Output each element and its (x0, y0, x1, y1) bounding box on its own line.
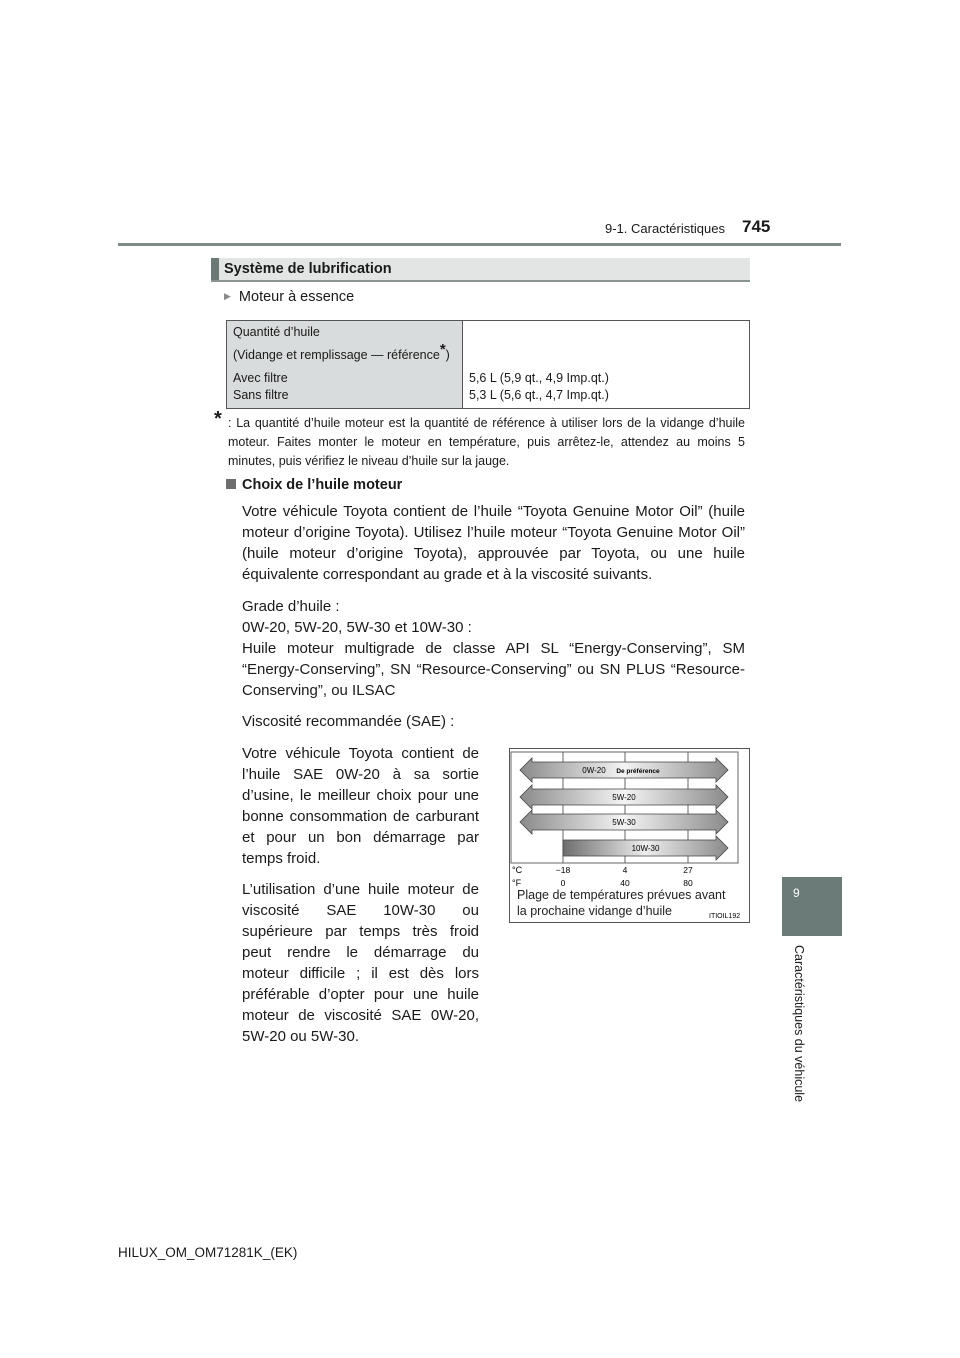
row-value-without-filter: 5,3 L (5,6 qt., 4,7 Imp.qt.) (469, 388, 609, 403)
oil-choice-heading-text: Choix de l’huile moteur (242, 477, 403, 493)
triangle-bullet-icon: ▶ (224, 291, 231, 301)
label-text: (Vidange et remplissage — référence (233, 348, 440, 363)
chapter-tab (782, 877, 842, 936)
square-bullet-icon (226, 479, 236, 489)
label-close: ) (445, 348, 450, 363)
viscosity-paragraph-2: L’utilisation d’une huile moteur de viscosité SAE 10W-30 ou supérieure par temps très froid peut rendre le démarrage du moteur difficile ; il est dès lors préférable d’opter pour une huile moteur de viscosité SAE 0W-20, 5W-20 ou 5W-30. (242, 881, 479, 1045)
viscosity-bar-label: 10W-30 (631, 844, 660, 853)
footer-code: HILUX_OM_OM71281K_(EK) (118, 1245, 298, 1260)
grade-block (242, 617, 745, 701)
table-value-cell (463, 321, 750, 409)
viscosity-bar-label: 5W-30 (612, 818, 636, 827)
oil-choice-paragraph: Votre véhicule Toyota contient de l’huile “Toyota Genuine Motor Oil” (huile moteur d’origine Toyota). Utilisez l’huile moteur “Toyota Genuine Motor Oil” (huile moteur d’origine Toyota), approuvée par Toyota, ou une huile équivalente correspondant au grade et à la viscosité suivants. (242, 503, 745, 583)
row-label-without-filter: Sans filtre (233, 388, 289, 403)
viscosity-bar-label: 0W-20 (582, 766, 606, 775)
subheading (224, 289, 354, 305)
section-title-bar (211, 258, 219, 280)
viscosity-temperature-diagram (509, 748, 750, 923)
celsius-unit: °C (512, 865, 523, 875)
oil-choice-heading (226, 477, 402, 493)
caption-line-1: Plage de températures prévues avant (517, 888, 726, 902)
footnote-star: * (439, 341, 446, 358)
chapter-label-text: Caractéristiques du véhicule (792, 945, 806, 1103)
viscosity-bar-label: 5W-20 (612, 793, 636, 802)
fahrenheit-unit: °F (512, 878, 522, 888)
row-label-with-filter: Avec filtre (233, 371, 288, 386)
footnote (214, 408, 745, 471)
table-label-line1: Quantité d’huile (233, 325, 320, 339)
fahrenheit-tick: 40 (620, 878, 630, 888)
table-row (227, 321, 750, 409)
table-label-cell (227, 321, 463, 409)
chapter-label (788, 945, 808, 1115)
section-title-text: Système de lubrification (224, 261, 392, 277)
viscosity-column (242, 743, 479, 1057)
header-section: 9-1. Caractéristiques (605, 221, 725, 236)
caption-line-2: la prochaine vidange d’huile (517, 904, 672, 918)
celsius-tick: 27 (683, 865, 693, 875)
diagram-svg (509, 748, 750, 923)
viscosity-label: Viscosité recommandée (SAE) : (242, 713, 455, 730)
table-label-line2 (233, 341, 456, 364)
section-title (211, 258, 750, 282)
row-value-with-filter: 5,6 L (5,9 qt., 4,9 Imp.qt.) (469, 371, 609, 386)
celsius-tick: −18 (555, 865, 571, 875)
header-rule (118, 243, 841, 246)
chapter-number: 9 (793, 886, 800, 900)
footnote-text: : La quantité d’huile moteur est la quantité de référence à utiliser lors de la vidange d’huile moteur. Faites monter le moteur en température, puis arrêtez-le, attendez au moins 5 minutes, puis vérifiez le niveau d’huile sur la jauge. (228, 416, 745, 468)
celsius-tick: 4 (622, 865, 628, 875)
subheading-text: Moteur à essence (238, 289, 355, 305)
fahrenheit-tick: 80 (683, 878, 693, 888)
grade-label: Grade d’huile : (242, 598, 340, 615)
footnote-star: * (214, 408, 222, 430)
grade-description: Huile moteur multigrade de classe API SL “Energy-Conserving”, SM “Energy-Conserving”, SN “Resource-Conserving” ou SN PLUS “Resource-Conserving”, ou ILSAC (242, 640, 745, 699)
viscosity-paragraph-1: Votre véhicule Toyota contient de l’huile SAE 0W-20 à sa sortie d’usine, le meilleur choix pour une bonne consommation de carburant et pour un bon démarrage par temps froid. (242, 745, 479, 867)
fahrenheit-tick: 0 (560, 878, 566, 888)
page-number: 745 (742, 217, 771, 236)
figure-code: ITIOIL192 (709, 913, 741, 920)
grades-list: 0W-20, 5W-20, 5W-30 et 10W-30 : (242, 619, 472, 636)
oil-capacity-table (226, 320, 750, 409)
preferred-note: De préférence (616, 768, 660, 775)
